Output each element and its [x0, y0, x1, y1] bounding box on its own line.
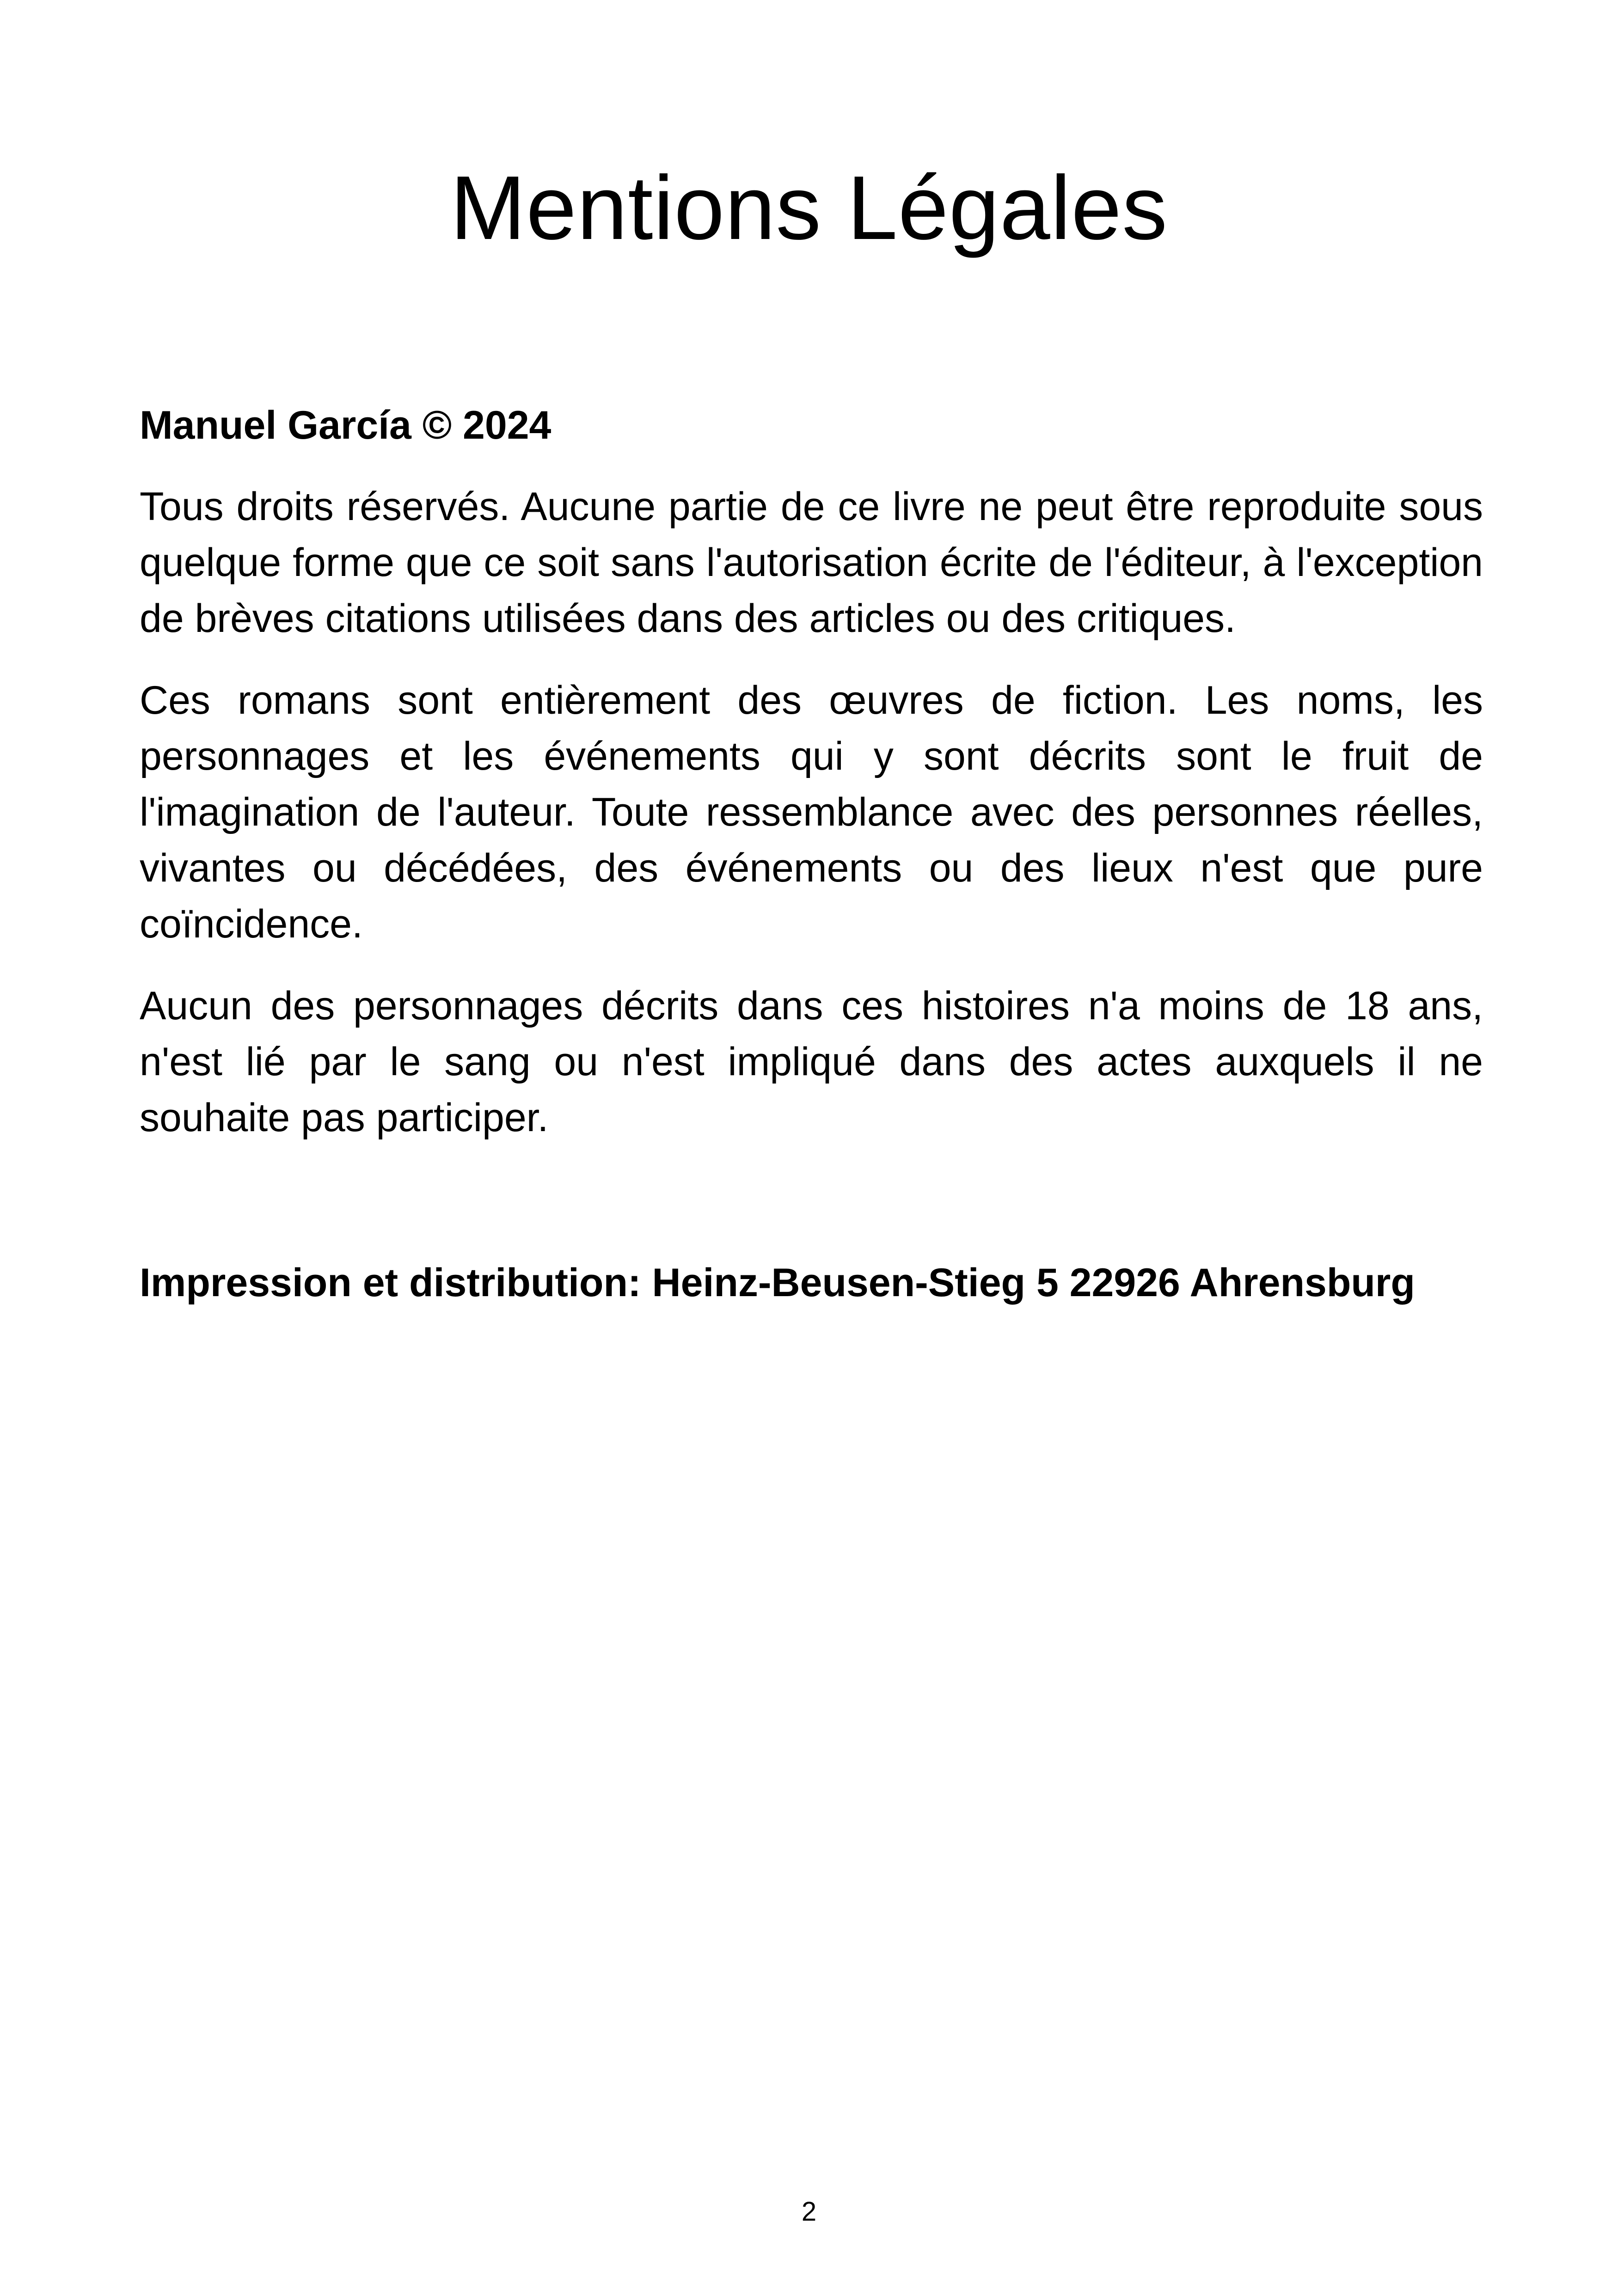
- section-spacer: [140, 1172, 1483, 1255]
- page-number: 2: [801, 2197, 817, 2227]
- copyright-line: Manuel García © 2024: [140, 403, 552, 447]
- imprint-line: Impression et distribution: Heinz-Beusen-Stieg 5 22926 Ahrensburg: [140, 1261, 1415, 1305]
- age-disclaimer-paragraph: Aucun des personnages décrits dans ces histoires n'a moins de 18 ans, n'est lié par le sang ou n'est impliqué dans des actes auxquels il ne souhaite pas participer.: [140, 984, 1483, 1140]
- page-title: Mentions Légales: [450, 157, 1168, 258]
- legal-notice-body: [140, 398, 1483, 1311]
- rights-paragraph: Tous droits réservés. Aucune partie de ce livre ne peut être reproduite sous quelque forme que ce soit sans l'autorisation écrite de l'éditeur, à l'exception de brèves citations utilisées dans des articles ou des critiques.: [140, 484, 1483, 641]
- fiction-disclaimer-paragraph: Ces romans sont entièrement des œuvres de fiction. Les noms, les personnages et les événements qui y sont décrits sont le fruit de l'imagination de l'auteur. Toute ressemblance avec des personnes réelles, vivantes ou décédées, des événements ou des lieux n'est que pure coïncidence.: [140, 678, 1483, 946]
